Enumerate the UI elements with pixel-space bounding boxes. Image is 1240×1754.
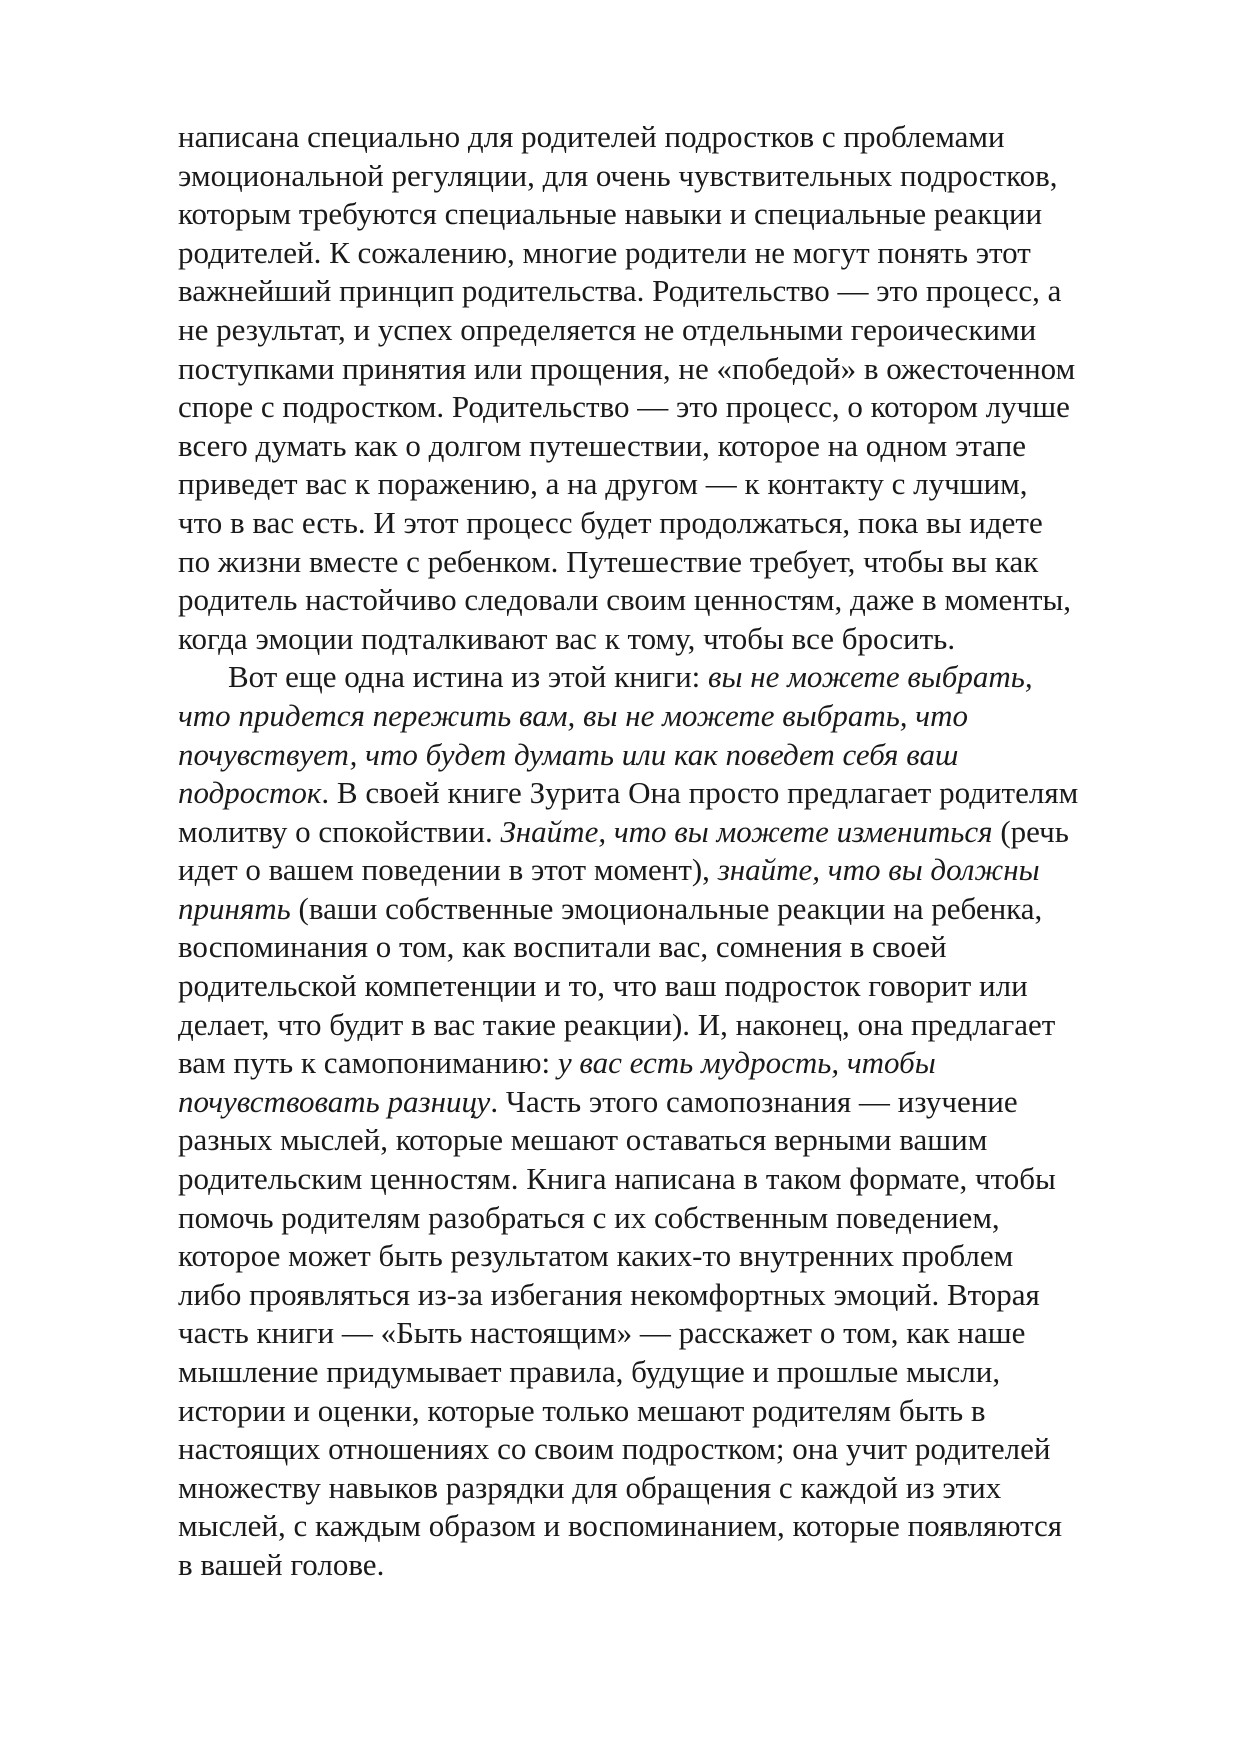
text-segment: эмоциональной регуляции, для очень чувствительных подростков, — [178, 157, 1058, 193]
text-line — [178, 620, 1168, 659]
text-segment: родитель настойчиво следовали своим ценностям, даже в моменты, — [178, 582, 1072, 618]
text-line — [178, 1392, 1168, 1431]
text-line — [178, 813, 1168, 852]
text-line — [178, 774, 1168, 813]
text-segment: приведет вас к поражению, а на другом — к контакту с лучшим, — [178, 466, 1028, 502]
text-line — [178, 1430, 1168, 1469]
text-line — [178, 427, 1168, 466]
text-segment: написана специально для родителей подростков с проблемами — [178, 119, 1005, 154]
text-line — [178, 1546, 1168, 1585]
text-line — [178, 1469, 1168, 1508]
text-line — [178, 272, 1168, 311]
text-line — [178, 1160, 1168, 1199]
text-line — [178, 581, 1168, 620]
text-line — [178, 1083, 1168, 1122]
text-segment: разных мыслей, которые мешают оставаться верными вашим — [178, 1122, 988, 1158]
text-segment: мыслей, с каждым образом и воспоминанием, которые появляются — [178, 1508, 1063, 1544]
text-segment: поступками принятия или прощения, не «победой» в ожесточенном — [178, 350, 1076, 386]
italic-text: вы не можете выбрать, — [708, 659, 1033, 695]
text-line — [178, 1353, 1168, 1392]
text-line — [178, 1237, 1168, 1276]
text-segment: не результат, и успех определяется не отдельными героическими — [178, 311, 1037, 347]
italic-text: что придется пережить вам, вы не можете выбрать, что — [178, 697, 968, 733]
text-segment: которым требуются специальные навыки и специальные реакции — [178, 196, 1043, 232]
italic-text: подросток — [178, 775, 322, 811]
text-line — [178, 928, 1168, 967]
text-segment: всего думать как о долгом путешествии, которое на одном этапе — [178, 427, 1026, 463]
text-segment: . Часть этого самопознания — изучение — [490, 1083, 1018, 1119]
text-segment: (речь — [992, 813, 1069, 849]
text-line — [178, 1199, 1168, 1238]
text-line — [178, 1044, 1168, 1083]
text-segment: делает, что будит в вас такие реакции). И, наконец, она предлагает — [178, 1006, 1056, 1042]
text-line — [178, 504, 1168, 543]
text-line — [178, 118, 1168, 157]
text-line — [178, 1507, 1168, 1546]
text-line — [178, 234, 1168, 273]
text-line — [178, 890, 1168, 929]
text-line — [178, 350, 1168, 389]
italic-text: у вас есть мудрость, чтобы — [557, 1045, 936, 1081]
text-segment: помочь родителям разобраться с их собственным поведением, — [178, 1199, 1000, 1235]
body-text — [178, 118, 1168, 1585]
italic-text: почувствует, что будет думать или как поведет себя ваш — [178, 736, 959, 772]
text-segment: (ваши собственные эмоциональные реакции на ребенка, — [290, 890, 1043, 926]
text-line — [178, 1276, 1168, 1315]
text-line — [178, 543, 1168, 582]
text-segment: множеству навыков разрядки для обращения с каждой из этих — [178, 1469, 1002, 1505]
text-line — [178, 967, 1168, 1006]
text-segment: Вот еще одна истина из этой книги: — [228, 659, 709, 695]
text-line — [178, 311, 1168, 350]
text-segment: по жизни вместе с ребенком. Путешествие требует, чтобы вы как — [178, 543, 1039, 579]
text-segment: когда эмоции подталкивают вас к тому, чтобы все бросить. — [178, 620, 956, 656]
text-segment: молитву о спокойствии. — [178, 813, 501, 849]
text-line — [178, 697, 1168, 736]
text-segment: мышление придумывает правила, будущие и прошлые мысли, — [178, 1354, 1001, 1389]
italic-text: почувствовать разницу — [178, 1083, 491, 1119]
text-segment: воспоминания о том, как воспитали вас, сомнения в своей — [178, 929, 947, 965]
text-segment: родителей. К сожалению, многие родители не могут понять этот — [178, 234, 1031, 270]
text-segment: истории и оценки, которые только мешают родителям быть в — [178, 1392, 986, 1428]
text-line — [178, 736, 1168, 775]
text-line — [178, 658, 1168, 697]
text-segment: родительской компетенции и то, что ваш подросток говорит или — [178, 968, 1028, 1004]
text-segment: . В своей книге Зурита Она просто предлагает родителям — [321, 775, 1079, 811]
text-line — [178, 195, 1168, 234]
italic-text: Знайте, что вы можете измениться — [500, 813, 993, 849]
text-line — [178, 157, 1168, 196]
text-line — [178, 851, 1168, 890]
text-segment: настоящих отношениях со своим подростком; она учит родителей — [178, 1431, 1051, 1467]
text-segment: важнейший принцип родительства. Родительство — это процесс, а — [178, 273, 1062, 309]
text-segment: либо проявляться из-за избегания некомфортных эмоций. Вторая — [178, 1276, 1040, 1312]
text-segment: в вашей голове. — [178, 1546, 385, 1582]
text-segment: споре с подростком. Родительство — это процесс, о котором лучше — [178, 389, 1070, 425]
italic-text: принять — [178, 890, 291, 926]
text-line — [178, 1006, 1168, 1045]
text-line — [178, 465, 1168, 504]
italic-text: знайте, что вы должны — [717, 852, 1040, 888]
text-segment: часть книги — «Быть настоящим» — расскажет о том, как наше — [178, 1315, 1026, 1351]
text-line — [178, 1314, 1168, 1353]
text-line — [178, 1121, 1168, 1160]
text-segment: вам путь к самопониманию: — [178, 1045, 558, 1081]
text-segment: что в вас есть. И этот процесс будет продолжаться, пока вы идете — [178, 504, 1043, 540]
text-segment: родительским ценностям. Книга написана в таком формате, чтобы — [178, 1161, 1056, 1197]
text-line — [178, 388, 1168, 427]
text-segment: которое может быть результатом каких-то внутренних проблем — [178, 1238, 1014, 1274]
text-segment: идет о вашем поведении в этот момент), — [178, 852, 718, 888]
